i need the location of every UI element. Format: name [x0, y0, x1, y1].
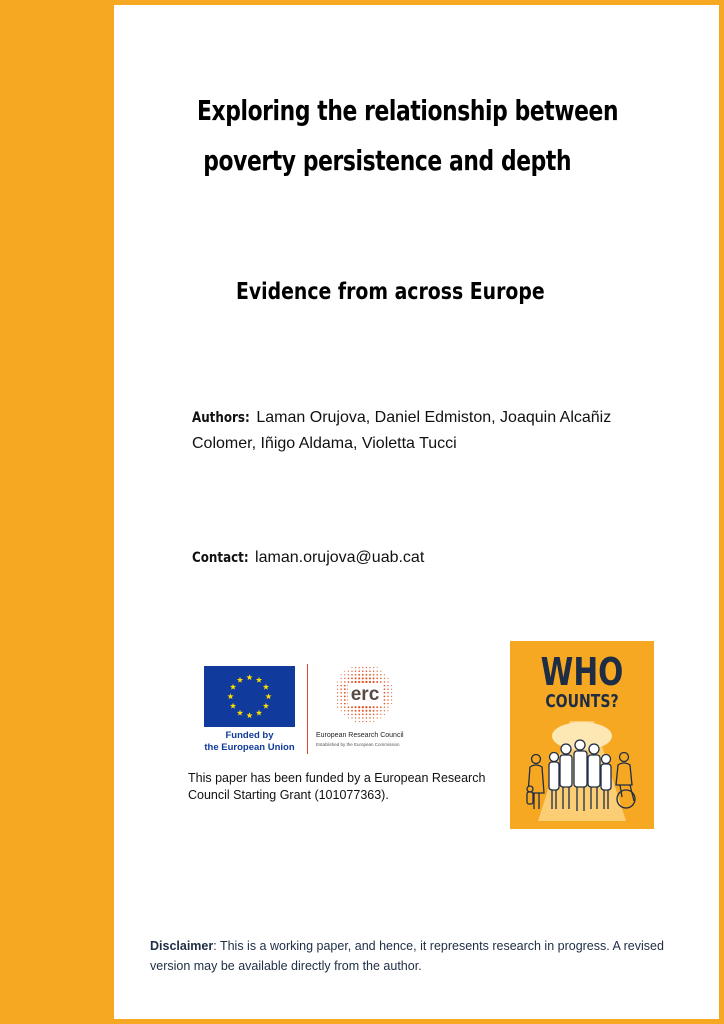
erc-dot — [373, 717, 374, 718]
title-line-2: poverty persistence and depth — [203, 144, 572, 177]
erc-dot — [362, 674, 364, 676]
eu-star-icon — [237, 710, 243, 716]
erc-dot — [373, 674, 375, 676]
erc-dot — [384, 688, 386, 690]
erc-dot — [380, 706, 382, 708]
erc-dot — [340, 696, 342, 698]
who-counts-line-1: WHO — [540, 650, 624, 694]
eu-star-icon — [246, 712, 252, 718]
erc-dot — [373, 667, 374, 668]
erc-dot — [366, 717, 367, 718]
erc-dot — [341, 674, 342, 675]
erc-dot — [358, 670, 360, 672]
erc-dot — [373, 710, 375, 712]
erc-dot — [384, 710, 385, 711]
erc-dot — [387, 678, 388, 679]
contact-label: Contact: — [192, 550, 249, 566]
erc-dot — [365, 674, 367, 676]
erc-name-text: European Research Council — [316, 732, 404, 739]
disclaimer-text: : This is a working paper, and hence, it represents research in progress. A revised version may be available directly from the author. — [150, 939, 664, 973]
erc-dot — [337, 699, 338, 700]
erc-dot — [387, 710, 388, 711]
erc-dot — [348, 717, 349, 718]
authors-block — [192, 405, 662, 456]
erc-dot — [384, 681, 386, 683]
erc-dot — [341, 710, 342, 711]
erc-dot — [351, 667, 352, 668]
eu-star-icon — [265, 693, 271, 699]
eu-star-icon — [227, 693, 233, 699]
who-counts-line-2: COUNTS? — [545, 691, 619, 712]
erc-dot — [377, 717, 378, 718]
erc-dot — [362, 717, 363, 718]
erc-dot — [366, 721, 367, 722]
erc-dot — [344, 674, 345, 675]
erc-dot — [384, 685, 386, 687]
erc-dot — [344, 692, 346, 694]
erc-dot — [369, 721, 370, 722]
erc-dot — [340, 699, 342, 701]
erc-dot — [387, 703, 388, 704]
erc-dot — [373, 706, 375, 708]
contact-block — [192, 545, 424, 571]
erc-dot — [391, 692, 392, 693]
erc-dot — [355, 717, 356, 718]
erc-dot — [340, 685, 341, 686]
erc-dot — [337, 696, 338, 697]
erc-dot — [341, 678, 342, 679]
erc-dot — [380, 710, 382, 712]
erc-dot — [387, 685, 388, 686]
erc-dot — [337, 681, 338, 682]
erc-dot — [337, 689, 338, 690]
erc-dot — [355, 706, 357, 708]
erc-dot — [380, 717, 381, 718]
erc-dot — [355, 674, 357, 676]
erc-dot — [340, 692, 342, 694]
erc-dot — [351, 671, 352, 672]
erc-dot — [376, 681, 378, 683]
erc-dot — [373, 681, 375, 683]
erc-dot — [340, 688, 342, 690]
erc-dot — [387, 688, 388, 689]
erc-dot — [384, 706, 385, 707]
erc-dot — [358, 674, 360, 676]
erc-dot — [376, 706, 378, 708]
erc-dot — [344, 681, 346, 683]
erc-dot — [337, 707, 338, 708]
erc-dot — [365, 710, 367, 712]
erc-dot — [373, 714, 375, 716]
erc-dot — [341, 707, 342, 708]
erc-dot — [391, 685, 392, 686]
erc-dot — [366, 670, 368, 672]
erc-dot — [344, 706, 346, 708]
erc-dot — [344, 710, 345, 711]
erc-dot — [384, 678, 385, 679]
erc-dot — [362, 714, 364, 716]
erc-dot — [348, 674, 349, 675]
erc-dot — [337, 692, 338, 693]
contact-email-link[interactable]: laman.orujova@uab.cat — [255, 549, 425, 566]
erc-dot — [369, 681, 371, 683]
eu-star-icon — [263, 684, 269, 690]
erc-dot — [362, 721, 363, 722]
eu-text-line-2: the European Union — [204, 742, 295, 753]
erc-dot — [384, 699, 386, 701]
erc-dot — [391, 703, 392, 704]
erc-dot — [365, 677, 367, 679]
erc-dot — [377, 671, 378, 672]
erc-dot — [340, 703, 341, 704]
erc-dot — [355, 677, 357, 679]
erc-dot — [358, 710, 360, 712]
erc-dot — [365, 706, 367, 708]
erc-dot — [369, 670, 371, 672]
eu-star-icon — [263, 703, 269, 709]
eu-funding-text — [197, 730, 302, 754]
erc-dot — [369, 714, 371, 716]
erc-dot — [391, 696, 392, 697]
erc-dot — [341, 681, 342, 682]
erc-dot — [369, 674, 371, 676]
erc-dot — [344, 688, 346, 690]
erc-dot — [366, 667, 367, 668]
erc-dot — [358, 717, 359, 718]
erc-dot — [380, 681, 382, 683]
erc-dot — [355, 714, 357, 716]
erc-dot — [376, 674, 378, 676]
erc-dot — [358, 706, 360, 708]
erc-dot — [351, 674, 353, 676]
erc-dot — [358, 681, 360, 683]
disclaimer-label: Disclaimer — [150, 939, 214, 953]
erc-dot — [391, 699, 392, 700]
erc-dot — [348, 706, 350, 708]
erc-dot — [369, 667, 370, 668]
erc-dot — [362, 677, 364, 679]
erc-dot — [380, 714, 381, 715]
erc-dot — [355, 670, 356, 671]
erc-dot — [348, 714, 349, 715]
erc-dot — [376, 710, 378, 712]
erc-dot — [373, 721, 374, 722]
erc-dot — [348, 671, 349, 672]
erc-dot — [366, 714, 368, 716]
erc-dot — [344, 685, 346, 687]
erc-dot — [351, 677, 353, 679]
paper-subtitle: Evidence from across Europe — [236, 279, 545, 305]
erc-dot — [362, 667, 363, 668]
erc-dot — [351, 717, 352, 718]
erc-dot — [369, 710, 371, 712]
erc-dot — [391, 689, 392, 690]
erc-dot — [344, 671, 345, 672]
erc-dot — [358, 677, 360, 679]
erc-dot — [373, 677, 375, 679]
erc-dot — [355, 721, 356, 722]
who-counts-badge — [510, 641, 654, 829]
erc-dot — [387, 692, 388, 693]
erc-dot — [380, 674, 381, 675]
erc-dot — [387, 681, 388, 682]
erc-dot — [359, 667, 360, 668]
erc-dot — [369, 677, 371, 679]
erc-dot — [344, 695, 346, 697]
title-line-1: Exploring the relationship between — [197, 94, 619, 127]
erc-dot — [359, 721, 360, 722]
erc-dot — [348, 710, 350, 712]
erc-logo — [328, 663, 400, 725]
erc-dot — [387, 696, 388, 697]
erc-dot — [373, 670, 374, 671]
erc-dot — [351, 714, 353, 716]
erc-dot — [348, 678, 350, 680]
eu-star-icon — [246, 674, 252, 680]
eu-flag-logo — [204, 666, 295, 727]
erc-dot — [387, 699, 388, 700]
erc-dot — [337, 685, 338, 686]
erc-dot — [384, 692, 386, 694]
erc-established-text: Established by the European Commission — [316, 742, 400, 747]
erc-dot — [362, 670, 364, 672]
erc-dot — [355, 710, 357, 712]
erc-dot — [380, 671, 381, 672]
erc-dot — [384, 714, 385, 715]
eu-star-icon — [237, 677, 243, 683]
eu-star-icon — [256, 677, 262, 683]
erc-dot — [362, 681, 364, 683]
who-counts-title — [526, 650, 638, 713]
funding-note: This paper has been funded by a European Research Council Starting Grant (101077363). — [188, 771, 486, 802]
erc-dot — [384, 674, 385, 675]
erc-dot — [376, 714, 377, 715]
authors-list: Laman Orujova, Daniel Edmiston, Joaquin Alcañiz Colomer, Iñigo Aldama, Violetta Tucci — [192, 409, 612, 452]
erc-dot — [344, 699, 346, 701]
erc-dot — [384, 703, 386, 705]
erc-dot — [351, 706, 353, 708]
erc-dot — [358, 714, 360, 716]
paper-title — [197, 86, 619, 186]
erc-dot — [351, 681, 353, 683]
erc-dot — [362, 710, 364, 712]
authors-label: Authors: — [192, 410, 250, 426]
erc-dot — [354, 681, 356, 683]
erc-dot — [380, 678, 382, 680]
disclaimer — [150, 936, 670, 976]
erc-dot — [344, 703, 346, 705]
erc-dot — [365, 681, 367, 683]
erc-dot — [337, 703, 338, 704]
eu-star-icon — [230, 703, 236, 709]
eu-text-line-1: Funded by — [225, 730, 274, 741]
erc-dot — [369, 717, 370, 718]
erc-dot — [344, 714, 345, 715]
erc-dot — [387, 707, 388, 708]
erc-dot — [355, 667, 356, 668]
erc-dot — [376, 678, 378, 680]
erc-dot — [347, 681, 349, 683]
erc-dot — [377, 667, 378, 668]
erc-dot — [384, 696, 386, 698]
erc-dot — [351, 710, 353, 712]
erc-dot — [344, 678, 345, 679]
erc-dot — [369, 706, 371, 708]
erc-wordmark: erc — [350, 684, 380, 705]
eu-star-icon — [230, 684, 236, 690]
erc-dot — [362, 706, 364, 708]
eu-star-icon — [256, 710, 262, 716]
logo-divider — [307, 664, 308, 754]
